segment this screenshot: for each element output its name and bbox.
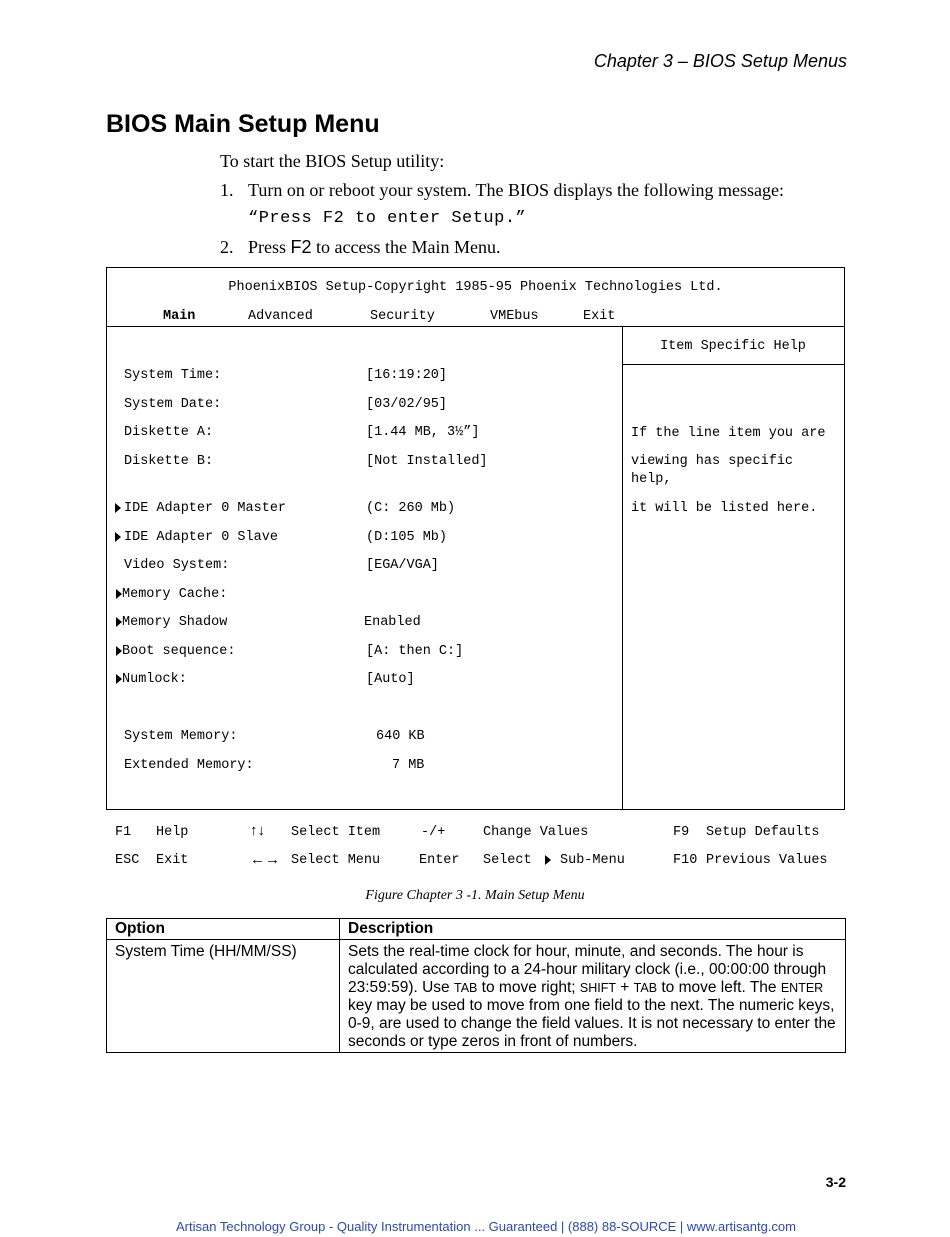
legend-action: Select Item <box>291 825 381 840</box>
legend-key: ESC <box>115 853 140 868</box>
field-ide-slave[interactable] <box>107 530 622 548</box>
step-text-post: to access the Main Menu. <box>311 237 501 257</box>
key-name: TAB <box>453 981 478 995</box>
field-system-memory <box>107 729 622 747</box>
tab-vmebus[interactable]: VMEbus <box>490 309 539 324</box>
page-number: 3-2 <box>825 1174 846 1190</box>
description-cell <box>340 940 846 1053</box>
submenu-arrow-icon <box>115 503 121 513</box>
field-system-date[interactable] <box>107 397 622 415</box>
left-right-arrows-icon: ←→ <box>250 851 280 868</box>
footer-link[interactable]: Artisan Technology Group - Quality Instrumentation ... Guaranteed | (888) 88-SOURCE | www.artisantg.com <box>176 1219 796 1234</box>
help-title-divider <box>622 364 844 365</box>
step-text-pre: Press <box>248 237 291 257</box>
legend-key: -/+ <box>421 825 446 840</box>
field-system-time[interactable] <box>107 368 622 386</box>
description-text: Sets the real-time clock for hour, minute, and seconds. The hour is calculated according to a 24-hour military clock (i.e., 00:00:00 through 23:59:59). Use <box>348 943 827 996</box>
tab-exit[interactable]: Exit <box>583 309 616 324</box>
submenu-arrow-icon <box>115 532 121 542</box>
field-memory-shadow[interactable] <box>107 615 622 633</box>
step-text: Turn on or reboot your system. The BIOS displays the following message: <box>248 180 784 200</box>
step-2 <box>220 237 500 258</box>
bios-screen <box>106 267 845 810</box>
legend-key: Enter <box>419 853 460 868</box>
legend-key: F10 <box>673 853 698 868</box>
field-memory-cache[interactable] <box>107 587 622 605</box>
legend-action: Help <box>156 825 189 840</box>
tab-main[interactable]: Main <box>163 309 196 324</box>
help-line: viewing has specific help, <box>631 454 794 487</box>
intro-text: To start the BIOS Setup utility: <box>220 151 445 171</box>
field-video-system[interactable] <box>107 558 622 576</box>
help-title: Item Specific Help <box>660 339 806 354</box>
field-label: Extended Memory: <box>124 758 254 773</box>
help-line: it will be listed here. <box>631 501 818 516</box>
column-header-description: Description <box>340 919 846 940</box>
field-value: (C: 260 Mb) <box>366 501 456 516</box>
key-name: TAB <box>633 981 658 995</box>
step-1 <box>220 180 784 201</box>
description-text: to move right; <box>477 979 580 996</box>
tab-security[interactable]: Security <box>370 309 435 324</box>
field-label: IDE Adapter 0 Master <box>124 501 287 516</box>
figure-caption: Figure Chapter 3 -1. Main Setup Menu <box>365 888 585 903</box>
field-value[interactable]: [1.44 MB, 3½”] <box>366 425 480 440</box>
up-down-arrows-icon: ↑↓ <box>250 822 265 839</box>
field-label: Video System: <box>124 558 230 573</box>
field-value[interactable]: [03/02/95] <box>366 397 448 412</box>
submenu-arrow-icon <box>545 855 551 865</box>
legend-key: F9 <box>673 825 690 840</box>
table-header-row <box>107 919 846 940</box>
description-text: to move left. The <box>657 979 781 996</box>
field-label: Diskette B: <box>124 454 214 469</box>
bios-menu-bar <box>107 309 844 325</box>
field-diskette-a[interactable] <box>107 425 622 443</box>
field-label: Memory Cache: <box>122 587 228 602</box>
column-header-option: Option <box>107 919 340 940</box>
legend-action: Sub-Menu <box>560 853 625 868</box>
page-title: BIOS Main Setup Menu <box>106 110 380 138</box>
key-name: ENTER <box>780 981 824 995</box>
field-boot-sequence[interactable] <box>107 644 622 662</box>
legend-key: F1 <box>115 825 132 840</box>
key-name: F2 <box>290 237 312 257</box>
description-text: + <box>616 979 634 996</box>
field-value: (D:105 Mb) <box>366 530 448 545</box>
field-ide-master[interactable] <box>107 501 622 519</box>
field-value: Enabled <box>364 615 421 630</box>
field-label: System Time: <box>124 368 222 383</box>
legend-action: Exit <box>156 853 189 868</box>
startup-message: “Press F2 to enter Setup.” <box>248 209 527 228</box>
field-diskette-b[interactable] <box>107 454 622 472</box>
step-number: 2. <box>220 237 234 257</box>
field-label: IDE Adapter 0 Slave <box>124 530 278 545</box>
tab-advanced[interactable]: Advanced <box>248 309 313 324</box>
legend-action: Setup Defaults <box>706 825 820 840</box>
field-value[interactable]: [Not Installed] <box>366 454 488 469</box>
legend-action: Select <box>483 853 532 868</box>
field-label: Diskette A: <box>124 425 214 440</box>
field-value[interactable]: [16:19:20] <box>366 368 448 383</box>
field-label: Boot sequence: <box>122 644 236 659</box>
field-value: 7 MB <box>392 758 425 773</box>
legend-action: Previous Values <box>706 853 828 868</box>
field-label: Memory Shadow <box>122 615 228 630</box>
legend-action: Select Menu <box>291 853 381 868</box>
menu-divider <box>107 326 844 327</box>
help-panel-divider <box>622 326 623 809</box>
chapter-header: Chapter 3 – BIOS Setup Menus <box>593 51 847 71</box>
field-extended-memory <box>107 758 622 776</box>
field-value[interactable]: [Auto] <box>366 672 415 687</box>
options-table <box>106 918 846 1053</box>
option-cell: System Time (HH/MM/SS) <box>107 940 340 1053</box>
field-value[interactable]: [A: then C:] <box>366 644 464 659</box>
legend-action: Change Values <box>483 825 589 840</box>
field-label: Numlock: <box>122 672 187 687</box>
field-value: 640 KB <box>376 729 425 744</box>
field-value[interactable]: [EGA/VGA] <box>366 558 439 573</box>
help-line: If the line item you are <box>631 426 826 441</box>
key-name: SHIFT <box>579 981 616 995</box>
bios-banner: PhoenixBIOS Setup-Copyright 1985-95 Phoenix Technologies Ltd. <box>228 280 723 295</box>
description-text: key may be used to move from one field to the next. The numeric keys, 0-9, are used to change the field values. It is not necessary to enter the seconds or type zeros in front of numbers. <box>348 997 836 1050</box>
table-row <box>107 940 846 1053</box>
field-label: System Memory: <box>124 729 238 744</box>
step-number: 1. <box>220 180 234 200</box>
field-label: System Date: <box>124 397 222 412</box>
field-numlock[interactable] <box>107 672 622 690</box>
